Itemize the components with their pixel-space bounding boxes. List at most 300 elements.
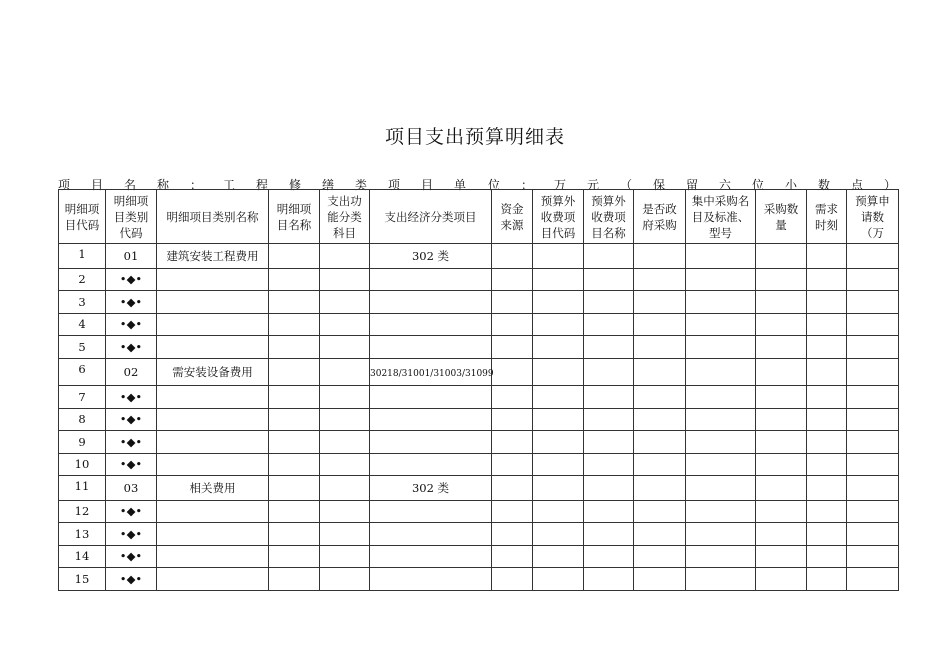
empty-cell xyxy=(686,336,756,359)
project-info-char: 项 xyxy=(388,178,401,192)
category-code-cell: •◆• xyxy=(106,523,157,546)
empty-cell xyxy=(533,408,584,431)
empty-cell xyxy=(320,523,370,546)
column-header xyxy=(634,190,686,244)
column-header-line: 明细项目类别名称 xyxy=(166,209,259,224)
empty-cell xyxy=(492,291,533,314)
column-header-line: 目类别 xyxy=(113,209,149,224)
economic-class-cell: 30218/31001/31003/31099 xyxy=(370,358,492,386)
empty-cell xyxy=(756,453,807,476)
empty-cell xyxy=(269,568,320,591)
empty-cell xyxy=(492,568,533,591)
category-code-cell: •◆• xyxy=(106,545,157,568)
economic-class-cell xyxy=(370,568,492,591)
table-row xyxy=(59,545,899,568)
empty-cell xyxy=(634,476,686,501)
empty-cell xyxy=(492,358,533,386)
empty-cell xyxy=(686,568,756,591)
economic-class-cell xyxy=(370,500,492,523)
empty-cell xyxy=(807,453,847,476)
category-code-cell: •◆• xyxy=(106,336,157,359)
project-info-char: 项 xyxy=(58,178,71,192)
category-name-cell xyxy=(157,545,269,568)
economic-class-cell xyxy=(370,408,492,431)
empty-cell xyxy=(756,291,807,314)
empty-cell xyxy=(584,545,634,568)
empty-cell xyxy=(584,313,634,336)
column-header-line: 目名称 xyxy=(276,217,312,232)
empty-cell xyxy=(584,476,634,501)
empty-cell xyxy=(686,408,756,431)
empty-cell xyxy=(686,313,756,336)
column-header-line: 请数 xyxy=(861,209,884,224)
empty-cell xyxy=(634,386,686,409)
empty-cell xyxy=(492,453,533,476)
empty-cell xyxy=(756,244,807,269)
empty-cell xyxy=(584,386,634,409)
economic-class-cell xyxy=(370,268,492,291)
empty-cell xyxy=(269,313,320,336)
category-code-cell: •◆• xyxy=(106,313,157,336)
category-code-cell: •◆• xyxy=(106,291,157,314)
empty-cell xyxy=(634,500,686,523)
empty-cell xyxy=(847,523,899,546)
column-header-line: 明细项 xyxy=(276,201,312,216)
empty-cell xyxy=(584,358,634,386)
empty-cell xyxy=(634,268,686,291)
empty-cell xyxy=(807,386,847,409)
column-header xyxy=(157,190,269,244)
empty-cell xyxy=(320,268,370,291)
economic-class-cell xyxy=(370,431,492,454)
table-row xyxy=(59,568,899,591)
table-row xyxy=(59,476,899,501)
empty-cell xyxy=(807,431,847,454)
column-header xyxy=(370,190,492,244)
empty-cell xyxy=(492,545,533,568)
category-name-cell xyxy=(157,291,269,314)
empty-cell xyxy=(847,545,899,568)
empty-cell xyxy=(269,476,320,501)
empty-cell xyxy=(807,313,847,336)
project-info-char: （ xyxy=(620,178,633,192)
empty-cell xyxy=(533,358,584,386)
empty-cell xyxy=(492,500,533,523)
empty-cell xyxy=(320,431,370,454)
empty-cell xyxy=(320,313,370,336)
empty-cell xyxy=(492,476,533,501)
empty-cell xyxy=(847,568,899,591)
economic-class-cell: 302 类 xyxy=(370,244,492,269)
column-header-line: 收费项 xyxy=(540,209,576,224)
empty-cell xyxy=(533,244,584,269)
economic-class-cell xyxy=(370,386,492,409)
economic-class-cell xyxy=(370,336,492,359)
table-row xyxy=(59,500,899,523)
column-header-line: 需求 xyxy=(815,201,838,216)
detail-code-cell: 5 xyxy=(59,336,106,359)
economic-class-cell: 302 类 xyxy=(370,476,492,501)
empty-cell xyxy=(584,268,634,291)
empty-cell xyxy=(686,268,756,291)
column-header-line: 支出功 xyxy=(327,193,362,208)
column-header xyxy=(59,190,106,244)
document-title: 项目支出预算明细表 xyxy=(384,126,565,148)
project-info-char: 位 xyxy=(488,178,501,192)
empty-cell xyxy=(634,336,686,359)
column-header xyxy=(847,190,899,244)
column-header-line: 目及标准、 xyxy=(691,209,750,224)
empty-cell xyxy=(320,386,370,409)
empty-cell xyxy=(492,336,533,359)
category-code-cell: •◆• xyxy=(106,453,157,476)
empty-cell xyxy=(269,244,320,269)
empty-cell xyxy=(847,336,899,359)
empty-cell xyxy=(320,336,370,359)
empty-cell xyxy=(686,500,756,523)
column-header-line: 目代码 xyxy=(64,217,100,232)
category-name-cell xyxy=(157,568,269,591)
empty-cell xyxy=(847,500,899,523)
empty-cell xyxy=(492,244,533,269)
project-info-char: 工 xyxy=(223,178,236,192)
empty-cell xyxy=(320,244,370,269)
empty-cell xyxy=(756,523,807,546)
empty-cell xyxy=(756,568,807,591)
column-header-line: 预算外 xyxy=(591,193,626,208)
category-code-cell: •◆• xyxy=(106,268,157,291)
column-header-line: 预算申 xyxy=(855,193,890,208)
empty-cell xyxy=(320,476,370,501)
detail-code-cell: 13 xyxy=(59,523,106,546)
empty-cell xyxy=(320,545,370,568)
empty-cell xyxy=(269,268,320,291)
empty-cell xyxy=(756,476,807,501)
project-info-char: ） xyxy=(884,178,897,192)
empty-cell xyxy=(686,358,756,386)
empty-cell xyxy=(533,336,584,359)
empty-cell xyxy=(634,244,686,269)
empty-cell xyxy=(533,545,584,568)
empty-cell xyxy=(533,523,584,546)
category-name-cell xyxy=(157,500,269,523)
empty-cell xyxy=(807,476,847,501)
category-name-cell xyxy=(157,408,269,431)
empty-cell xyxy=(686,453,756,476)
column-header-line: 明细项 xyxy=(113,193,149,208)
empty-cell xyxy=(756,500,807,523)
empty-cell xyxy=(807,336,847,359)
empty-cell xyxy=(533,431,584,454)
category-code-cell: 03 xyxy=(106,476,157,501)
empty-cell xyxy=(686,386,756,409)
empty-cell xyxy=(320,568,370,591)
empty-cell xyxy=(634,545,686,568)
category-code-cell: •◆• xyxy=(106,500,157,523)
empty-cell xyxy=(584,523,634,546)
detail-code-cell: 6 xyxy=(59,358,106,386)
empty-cell xyxy=(807,268,847,291)
empty-cell xyxy=(847,431,899,454)
column-header-line: 目代码 xyxy=(540,225,576,240)
table-row xyxy=(59,244,899,269)
detail-code-cell: 12 xyxy=(59,500,106,523)
empty-cell xyxy=(807,523,847,546)
category-name-cell xyxy=(157,453,269,476)
detail-code-cell: 9 xyxy=(59,431,106,454)
category-code-cell: •◆• xyxy=(106,408,157,431)
project-info-char: 程 xyxy=(256,178,269,192)
project-info-char: 点 xyxy=(851,178,864,192)
detail-code-cell: 2 xyxy=(59,268,106,291)
empty-cell xyxy=(807,408,847,431)
empty-cell xyxy=(492,408,533,431)
empty-cell xyxy=(634,313,686,336)
project-info-char: ： xyxy=(190,178,203,192)
project-info-char: 元 xyxy=(587,178,600,192)
empty-cell xyxy=(847,386,899,409)
category-code-cell: 01 xyxy=(106,244,157,269)
empty-cell xyxy=(269,453,320,476)
economic-class-cell xyxy=(370,291,492,314)
column-header-line: 采购数 xyxy=(763,201,799,216)
column-header xyxy=(584,190,634,244)
empty-cell xyxy=(584,568,634,591)
empty-cell xyxy=(686,523,756,546)
empty-cell xyxy=(533,313,584,336)
column-header-line: 时刻 xyxy=(815,217,838,232)
category-name-cell xyxy=(157,386,269,409)
empty-cell xyxy=(320,358,370,386)
category-name-cell xyxy=(157,523,269,546)
empty-cell xyxy=(492,313,533,336)
column-header xyxy=(807,190,847,244)
empty-cell xyxy=(269,358,320,386)
project-info-char: 小 xyxy=(785,178,798,192)
empty-cell xyxy=(269,545,320,568)
empty-cell xyxy=(533,453,584,476)
detail-code-cell: 10 xyxy=(59,453,106,476)
empty-cell xyxy=(807,244,847,269)
empty-cell xyxy=(847,268,899,291)
column-header xyxy=(756,190,807,244)
table-row xyxy=(59,523,899,546)
empty-cell xyxy=(269,500,320,523)
empty-cell xyxy=(847,313,899,336)
table-row xyxy=(59,431,899,454)
empty-cell xyxy=(320,453,370,476)
empty-cell xyxy=(807,291,847,314)
project-info-char: 位 xyxy=(752,178,765,192)
empty-cell xyxy=(634,408,686,431)
empty-cell xyxy=(686,476,756,501)
project-info-char: 万 xyxy=(554,178,567,192)
column-header xyxy=(269,190,320,244)
column-header-line: 能分类 xyxy=(327,209,362,224)
detail-code-cell: 4 xyxy=(59,313,106,336)
empty-cell xyxy=(584,291,634,314)
empty-cell xyxy=(492,268,533,291)
column-header-line: 代码 xyxy=(119,225,143,240)
empty-cell xyxy=(533,476,584,501)
empty-cell xyxy=(756,336,807,359)
column-header-line: 资金 xyxy=(500,201,524,216)
project-info-char: 类 xyxy=(355,178,368,192)
empty-cell xyxy=(320,408,370,431)
empty-cell xyxy=(269,336,320,359)
empty-cell xyxy=(686,431,756,454)
project-info-char: 目 xyxy=(91,178,104,192)
project-info-char: 名 xyxy=(124,178,137,192)
project-info-char: 留 xyxy=(686,178,699,192)
column-header-line: 目名称 xyxy=(591,225,626,240)
empty-cell xyxy=(686,545,756,568)
economic-class-cell xyxy=(370,313,492,336)
category-name-cell: 建筑安装工程费用 xyxy=(157,244,269,269)
table-row xyxy=(59,358,899,386)
empty-cell xyxy=(686,291,756,314)
empty-cell xyxy=(320,291,370,314)
table-row xyxy=(59,453,899,476)
table-header-row xyxy=(59,190,899,244)
column-header-line: 收费项 xyxy=(591,209,626,224)
empty-cell xyxy=(634,291,686,314)
category-code-cell: 02 xyxy=(106,358,157,386)
category-code-cell: •◆• xyxy=(106,431,157,454)
empty-cell xyxy=(634,358,686,386)
empty-cell xyxy=(756,431,807,454)
column-header-line: 是否政 xyxy=(642,201,677,216)
empty-cell xyxy=(269,523,320,546)
column-header-line: 型号 xyxy=(709,225,732,240)
column-header-line: 量 xyxy=(775,217,787,232)
table-row xyxy=(59,313,899,336)
category-name-cell xyxy=(157,336,269,359)
budget-detail-table xyxy=(58,189,899,591)
empty-cell xyxy=(269,386,320,409)
empty-cell xyxy=(807,358,847,386)
detail-code-cell: 11 xyxy=(59,476,106,501)
empty-cell xyxy=(584,408,634,431)
empty-cell xyxy=(269,291,320,314)
empty-cell xyxy=(584,431,634,454)
column-header-line: 科目 xyxy=(333,225,356,240)
empty-cell xyxy=(320,500,370,523)
column-header-line: （万 xyxy=(861,225,884,240)
detail-code-cell: 7 xyxy=(59,386,106,409)
empty-cell xyxy=(756,268,807,291)
empty-cell xyxy=(584,336,634,359)
detail-code-cell: 8 xyxy=(59,408,106,431)
empty-cell xyxy=(533,500,584,523)
column-header-line: 集中采购名 xyxy=(691,193,750,208)
empty-cell xyxy=(847,476,899,501)
empty-cell xyxy=(492,431,533,454)
empty-cell xyxy=(807,500,847,523)
empty-cell xyxy=(634,431,686,454)
economic-class-cell xyxy=(370,523,492,546)
empty-cell xyxy=(756,313,807,336)
table-row xyxy=(59,386,899,409)
column-header xyxy=(320,190,370,244)
project-info-char: 目 xyxy=(421,178,434,192)
category-code-cell: •◆• xyxy=(106,386,157,409)
empty-cell xyxy=(634,523,686,546)
economic-class-cell xyxy=(370,453,492,476)
empty-cell xyxy=(492,386,533,409)
project-info-char: 六 xyxy=(719,178,732,192)
empty-cell xyxy=(492,523,533,546)
column-header-line: 府采购 xyxy=(642,217,677,232)
economic-class-cell xyxy=(370,545,492,568)
column-header xyxy=(106,190,157,244)
empty-cell xyxy=(756,358,807,386)
table-row xyxy=(59,408,899,431)
detail-code-cell: 15 xyxy=(59,568,106,591)
empty-cell xyxy=(847,453,899,476)
detail-code-cell: 1 xyxy=(59,244,106,269)
category-name-cell xyxy=(157,313,269,336)
table-row xyxy=(59,268,899,291)
project-info-char: 数 xyxy=(818,178,831,192)
empty-cell xyxy=(807,568,847,591)
empty-cell xyxy=(584,500,634,523)
empty-cell xyxy=(533,386,584,409)
project-info-char: 缮 xyxy=(322,178,335,192)
table-row xyxy=(59,291,899,314)
empty-cell xyxy=(634,568,686,591)
project-info-char: 保 xyxy=(653,178,666,192)
category-code-cell: •◆• xyxy=(106,568,157,591)
empty-cell xyxy=(847,408,899,431)
empty-cell xyxy=(807,545,847,568)
project-info-char: ： xyxy=(521,178,534,192)
empty-cell xyxy=(756,386,807,409)
project-info-char: 称 xyxy=(157,178,170,192)
table-row xyxy=(59,336,899,359)
column-header xyxy=(492,190,533,244)
category-name-cell xyxy=(157,431,269,454)
empty-cell xyxy=(533,268,584,291)
empty-cell xyxy=(269,408,320,431)
detail-code-cell: 3 xyxy=(59,291,106,314)
column-header-line: 来源 xyxy=(500,217,524,232)
empty-cell xyxy=(269,431,320,454)
column-header xyxy=(686,190,756,244)
empty-cell xyxy=(847,358,899,386)
empty-cell xyxy=(634,453,686,476)
category-name-cell xyxy=(157,268,269,291)
empty-cell xyxy=(584,244,634,269)
empty-cell xyxy=(756,408,807,431)
empty-cell xyxy=(584,453,634,476)
column-header-line: 支出经济分类项目 xyxy=(384,209,477,224)
table-body xyxy=(59,244,899,591)
empty-cell xyxy=(533,568,584,591)
category-name-cell: 需安装设备费用 xyxy=(157,358,269,386)
column-header-line: 明细项 xyxy=(64,201,100,216)
column-header xyxy=(533,190,584,244)
project-info-line xyxy=(58,176,896,190)
empty-cell xyxy=(756,545,807,568)
empty-cell xyxy=(686,244,756,269)
project-info-char: 修 xyxy=(289,178,302,192)
empty-cell xyxy=(847,244,899,269)
column-header-line: 预算外 xyxy=(540,193,576,208)
detail-code-cell: 14 xyxy=(59,545,106,568)
empty-cell xyxy=(847,291,899,314)
project-info-char: 单 xyxy=(454,178,467,192)
